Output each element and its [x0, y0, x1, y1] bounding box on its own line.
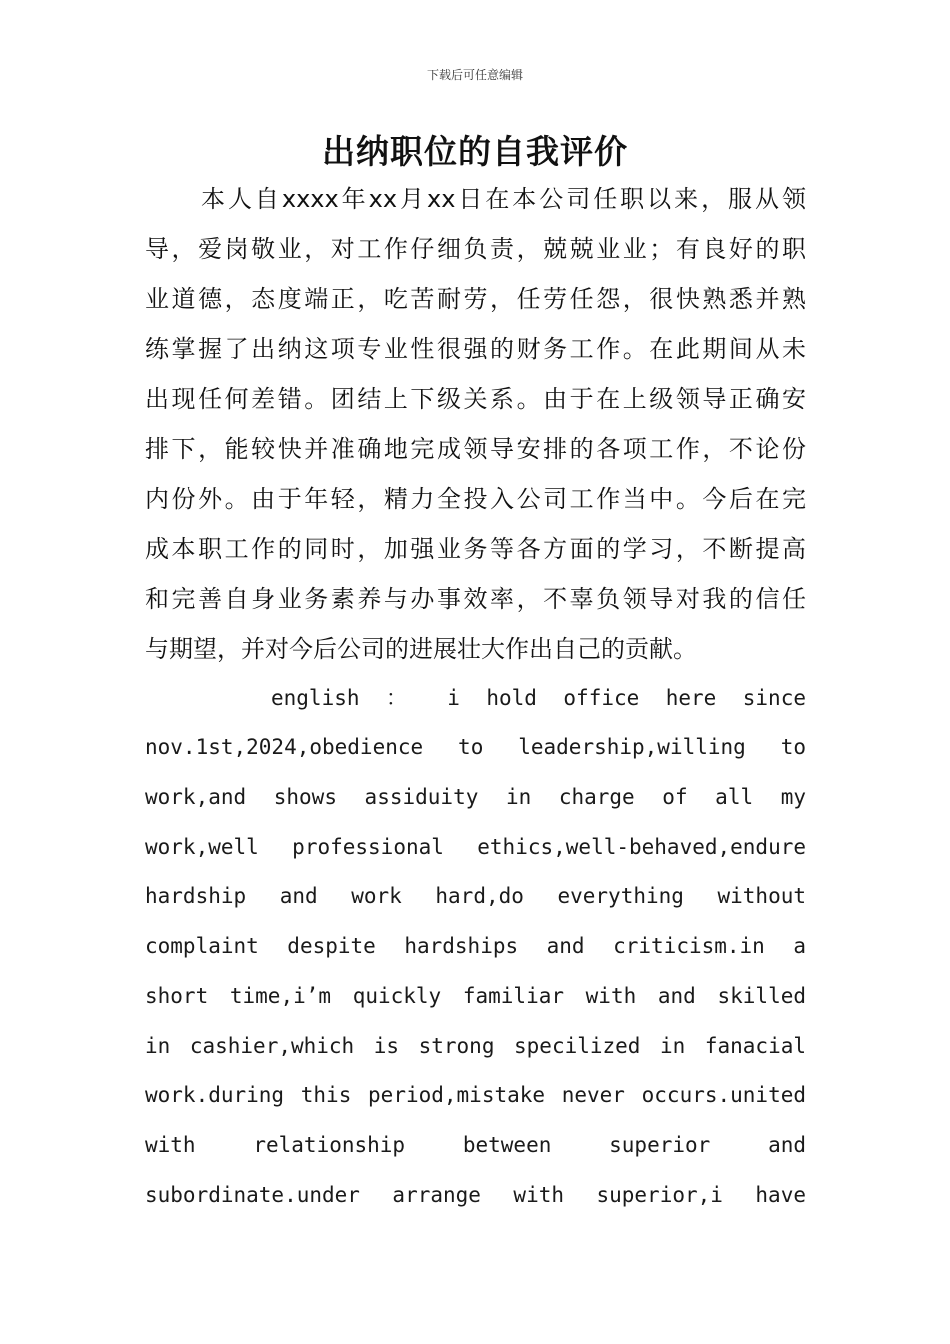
english-line: in cashier,which is strong specilized in fanacial — [145, 1034, 806, 1058]
chinese-line: 与期望，并对今后公司的进展壮大作出自己的贡献。 — [145, 635, 697, 663]
english-line: work.during this period,mistake never occurs.united — [145, 1083, 806, 1107]
chinese-line: 本人自xxxx年xx月xx日在本公司任职以来，服从领 — [201, 185, 806, 213]
page-title: 出纳职位的自我评价 — [322, 132, 628, 171]
chinese-line: 成本职工作的同时，加强业务等各方面的学习，不断提高 — [145, 535, 806, 563]
header-note: 下载后可任意编辑 — [426, 68, 523, 82]
chinese-line: 和完善自身业务素养与办事效率，不辜负领导对我的信任 — [145, 585, 806, 613]
english-line: work,well professional ethics,well-behaved,endure — [145, 835, 806, 859]
chinese-line: 排下，能较快并准确地完成领导安排的各项工作，不论份 — [145, 435, 806, 463]
chinese-line: 导，爱岗敬业，对工作仔细负责，兢兢业业；有良好的职 — [145, 235, 806, 263]
chinese-line: 业道德，态度端正，吃苦耐劳，任劳任怨，很快熟悉并熟 — [145, 285, 806, 313]
english-line: with relationship between superior and — [145, 1133, 806, 1157]
english-line: nov.1st,2024,obedience to leadership,willing to — [145, 735, 806, 759]
english-line: english ： i hold office here since — [271, 686, 806, 710]
english-line: short time,i’m quickly familiar with and skilled — [145, 984, 806, 1008]
chinese-line: 内份外。由于年轻，精力全投入公司工作当中。今后在完 — [145, 485, 806, 513]
english-line: hardship and work hard,do everything without — [145, 884, 806, 908]
english-line: subordinate.under arrange with superior,i have — [145, 1183, 806, 1207]
english-line: work,and shows assiduity in charge of all my — [145, 785, 806, 809]
chinese-line: 练掌握了出纳这项专业性很强的财务工作。在此期间从未 — [145, 335, 806, 363]
english-line: complaint despite hardships and criticism.in a — [145, 934, 806, 958]
chinese-line: 出现任何差错。团结上下级关系。由于在上级领导正确安 — [145, 385, 806, 413]
